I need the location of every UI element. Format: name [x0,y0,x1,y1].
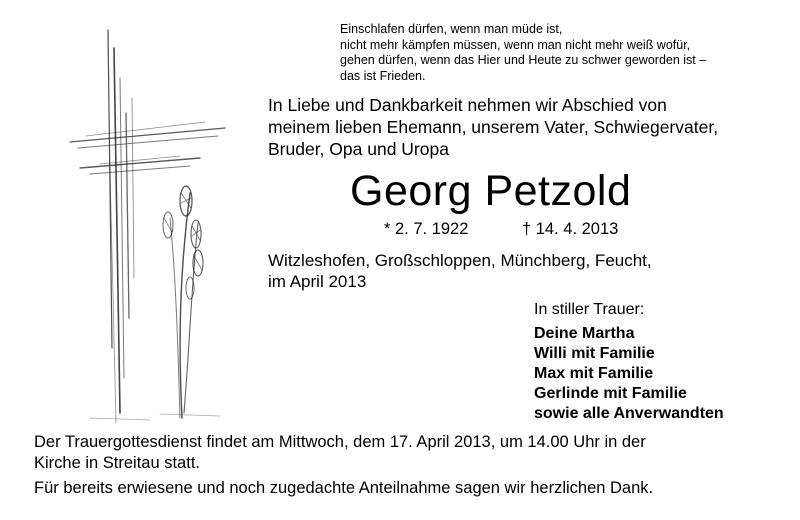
mourner: Deine Martha [534,325,635,342]
service-line: Der Trauergottesdienst findet am Mittwoch, dem 17. April 2013, um 14.00 Uhr in der [34,433,646,451]
place-line: Witzleshofen, Großschloppen, Münchberg, Feucht, [268,251,652,270]
mourner: sowie alle Anverwandten [534,405,724,422]
poem-line: nicht mehr kämpfen müssen, wenn man nicht mehr weiß wofür, [340,37,691,52]
mourner: Willi mit Familie [534,345,655,362]
death-date: † 14. 4. 2013 [522,220,619,238]
service-line: Kirche in Streitau statt. [34,453,200,472]
thanks-line: Für bereits erwiesene und noch zugedachte Anteilnahme sagen wir herzlichen Dank. [34,479,654,497]
intro-line: meinem lieben Ehemann, unserem Vater, Schwiegervater, [268,117,719,137]
intro-line: Bruder, Opa und Uropa [268,139,449,159]
mourner: Max mit Familie [534,365,654,382]
birth-date: * 2. 7. 1922 [384,220,469,238]
cross-with-wheat-icon [50,18,250,428]
footer-text [34,432,794,499]
mourners-list [534,300,794,424]
deceased-name: Georg Petzold [350,167,632,215]
poem-line: gehen dürfen, wenn das Hier und Heute zu schwer geworden ist – [340,53,707,67]
poem [340,22,780,84]
intro-text [268,94,788,160]
poem-line: Einschlafen dürfen, wenn man müde ist, [340,22,563,36]
mourner: Gerlinde mit Familie [534,385,687,402]
mourners-label: In stiller Trauer: [534,301,645,318]
place-and-date [268,250,788,292]
poem-line: das ist Frieden. [340,68,426,83]
place-line: im April 2013 [268,272,367,291]
intro-line: In Liebe und Dankbarkeit nehmen wir Abschied von [268,95,667,115]
